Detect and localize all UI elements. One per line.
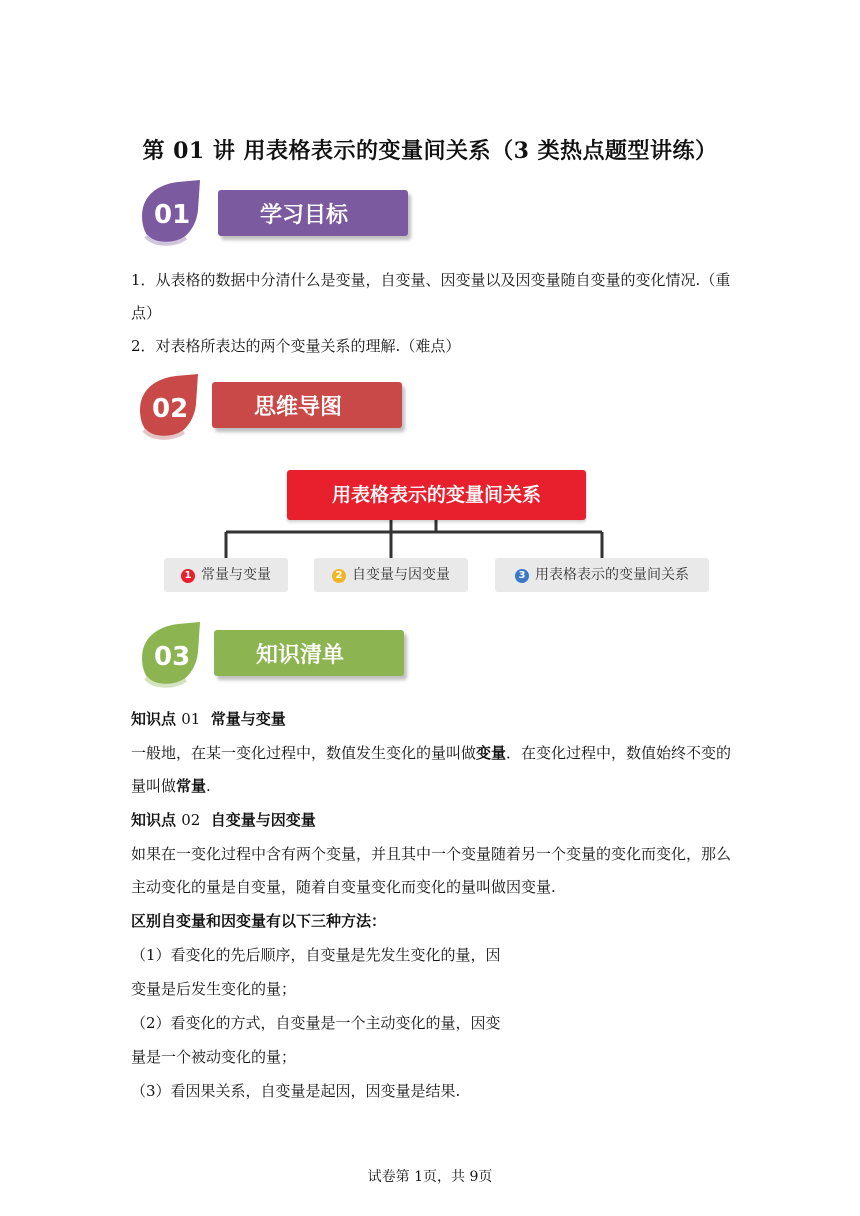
mindmap-node-2: [314, 558, 468, 592]
section-label: 思维导图: [254, 395, 343, 420]
heading-num: 01: [181, 710, 201, 728]
section-number: 03: [154, 642, 191, 672]
mindmap-root: 用表格表示的变量间关系: [287, 470, 586, 520]
number-2-icon: 2: [332, 569, 346, 583]
goal-1-line-2: 点）: [131, 304, 162, 322]
section-03-banner: [214, 630, 404, 676]
term-variable: 变量: [476, 744, 507, 762]
method-1-line-2: 变量是后发生变化的量；: [131, 980, 297, 998]
section-03-badge: [134, 622, 204, 688]
mindmap-node-label: 用表格表示的变量间关系: [535, 567, 689, 583]
knowledge-01-heading: [131, 709, 286, 729]
mindmap-node-label: 自变量与因变量: [352, 567, 450, 583]
heading-num: 02: [181, 811, 201, 829]
section-number: 02: [152, 394, 189, 424]
goal-1-line-1: 1．从表格的数据中分清什么是变量，自变量、因变量以及因变量随自变量的变化情况.（重: [131, 271, 731, 289]
text: ．在变化过程中，数值始终不变的: [506, 744, 732, 762]
section-label: 知识清单: [256, 643, 345, 668]
knowledge-02-line-1: 如果在一变化过程中含有两个变量，并且其中一个变量随着另一个变量的变化而变化，那么: [131, 845, 732, 863]
mindmap-node-1: [164, 558, 288, 592]
text: 量叫做: [131, 777, 177, 795]
heading-prefix: 知识点: [131, 710, 182, 728]
section-number: 01: [154, 200, 191, 230]
section-label: 学习目标: [260, 203, 349, 228]
term-constant: 常量: [176, 777, 207, 795]
method-3: （3）看因果关系，自变量是起因，因变量是结果.: [131, 1082, 461, 1100]
text: .: [206, 777, 211, 795]
method-1-line-1: （1）看变化的先后顺序，自变量是先发生变化的量，因: [131, 946, 501, 964]
page-title: 第 01 讲 用表格表示的变量间关系（3 类热点题型讲练）: [142, 138, 718, 164]
mindmap-node-3: [495, 558, 709, 592]
goal-2: 2．对表格所表达的两个变量关系的理解.（难点）: [131, 337, 461, 355]
methods-heading: 区别自变量和因变量有以下三种方法：: [131, 912, 387, 930]
knowledge-02-line-2: 主动变化的量是自变量，随着自变量变化而变化的量叫做因变量.: [131, 878, 556, 896]
knowledge-01-line-2: [131, 776, 211, 796]
mindmap-node-label: 常量与变量: [201, 567, 271, 583]
knowledge-02-heading: [131, 810, 316, 830]
heading-text: 自变量与因变量: [200, 811, 316, 829]
page-footer: 试卷第 1页，共 9页: [367, 1169, 493, 1185]
knowledge-01-line-1: [131, 743, 731, 763]
heading-text: 常量与变量: [200, 710, 286, 728]
number-1-icon: 1: [181, 569, 195, 583]
text: 一般地，在某一变化过程中，数值发生变化的量叫做: [131, 744, 477, 762]
heading-prefix: 知识点: [131, 811, 182, 829]
number-3-icon: 3: [515, 569, 529, 583]
method-2-line-2: 量是一个被动变化的量；: [131, 1048, 297, 1066]
method-2-line-1: （2）看变化的方式，自变量是一个主动变化的量，因变: [131, 1014, 501, 1032]
